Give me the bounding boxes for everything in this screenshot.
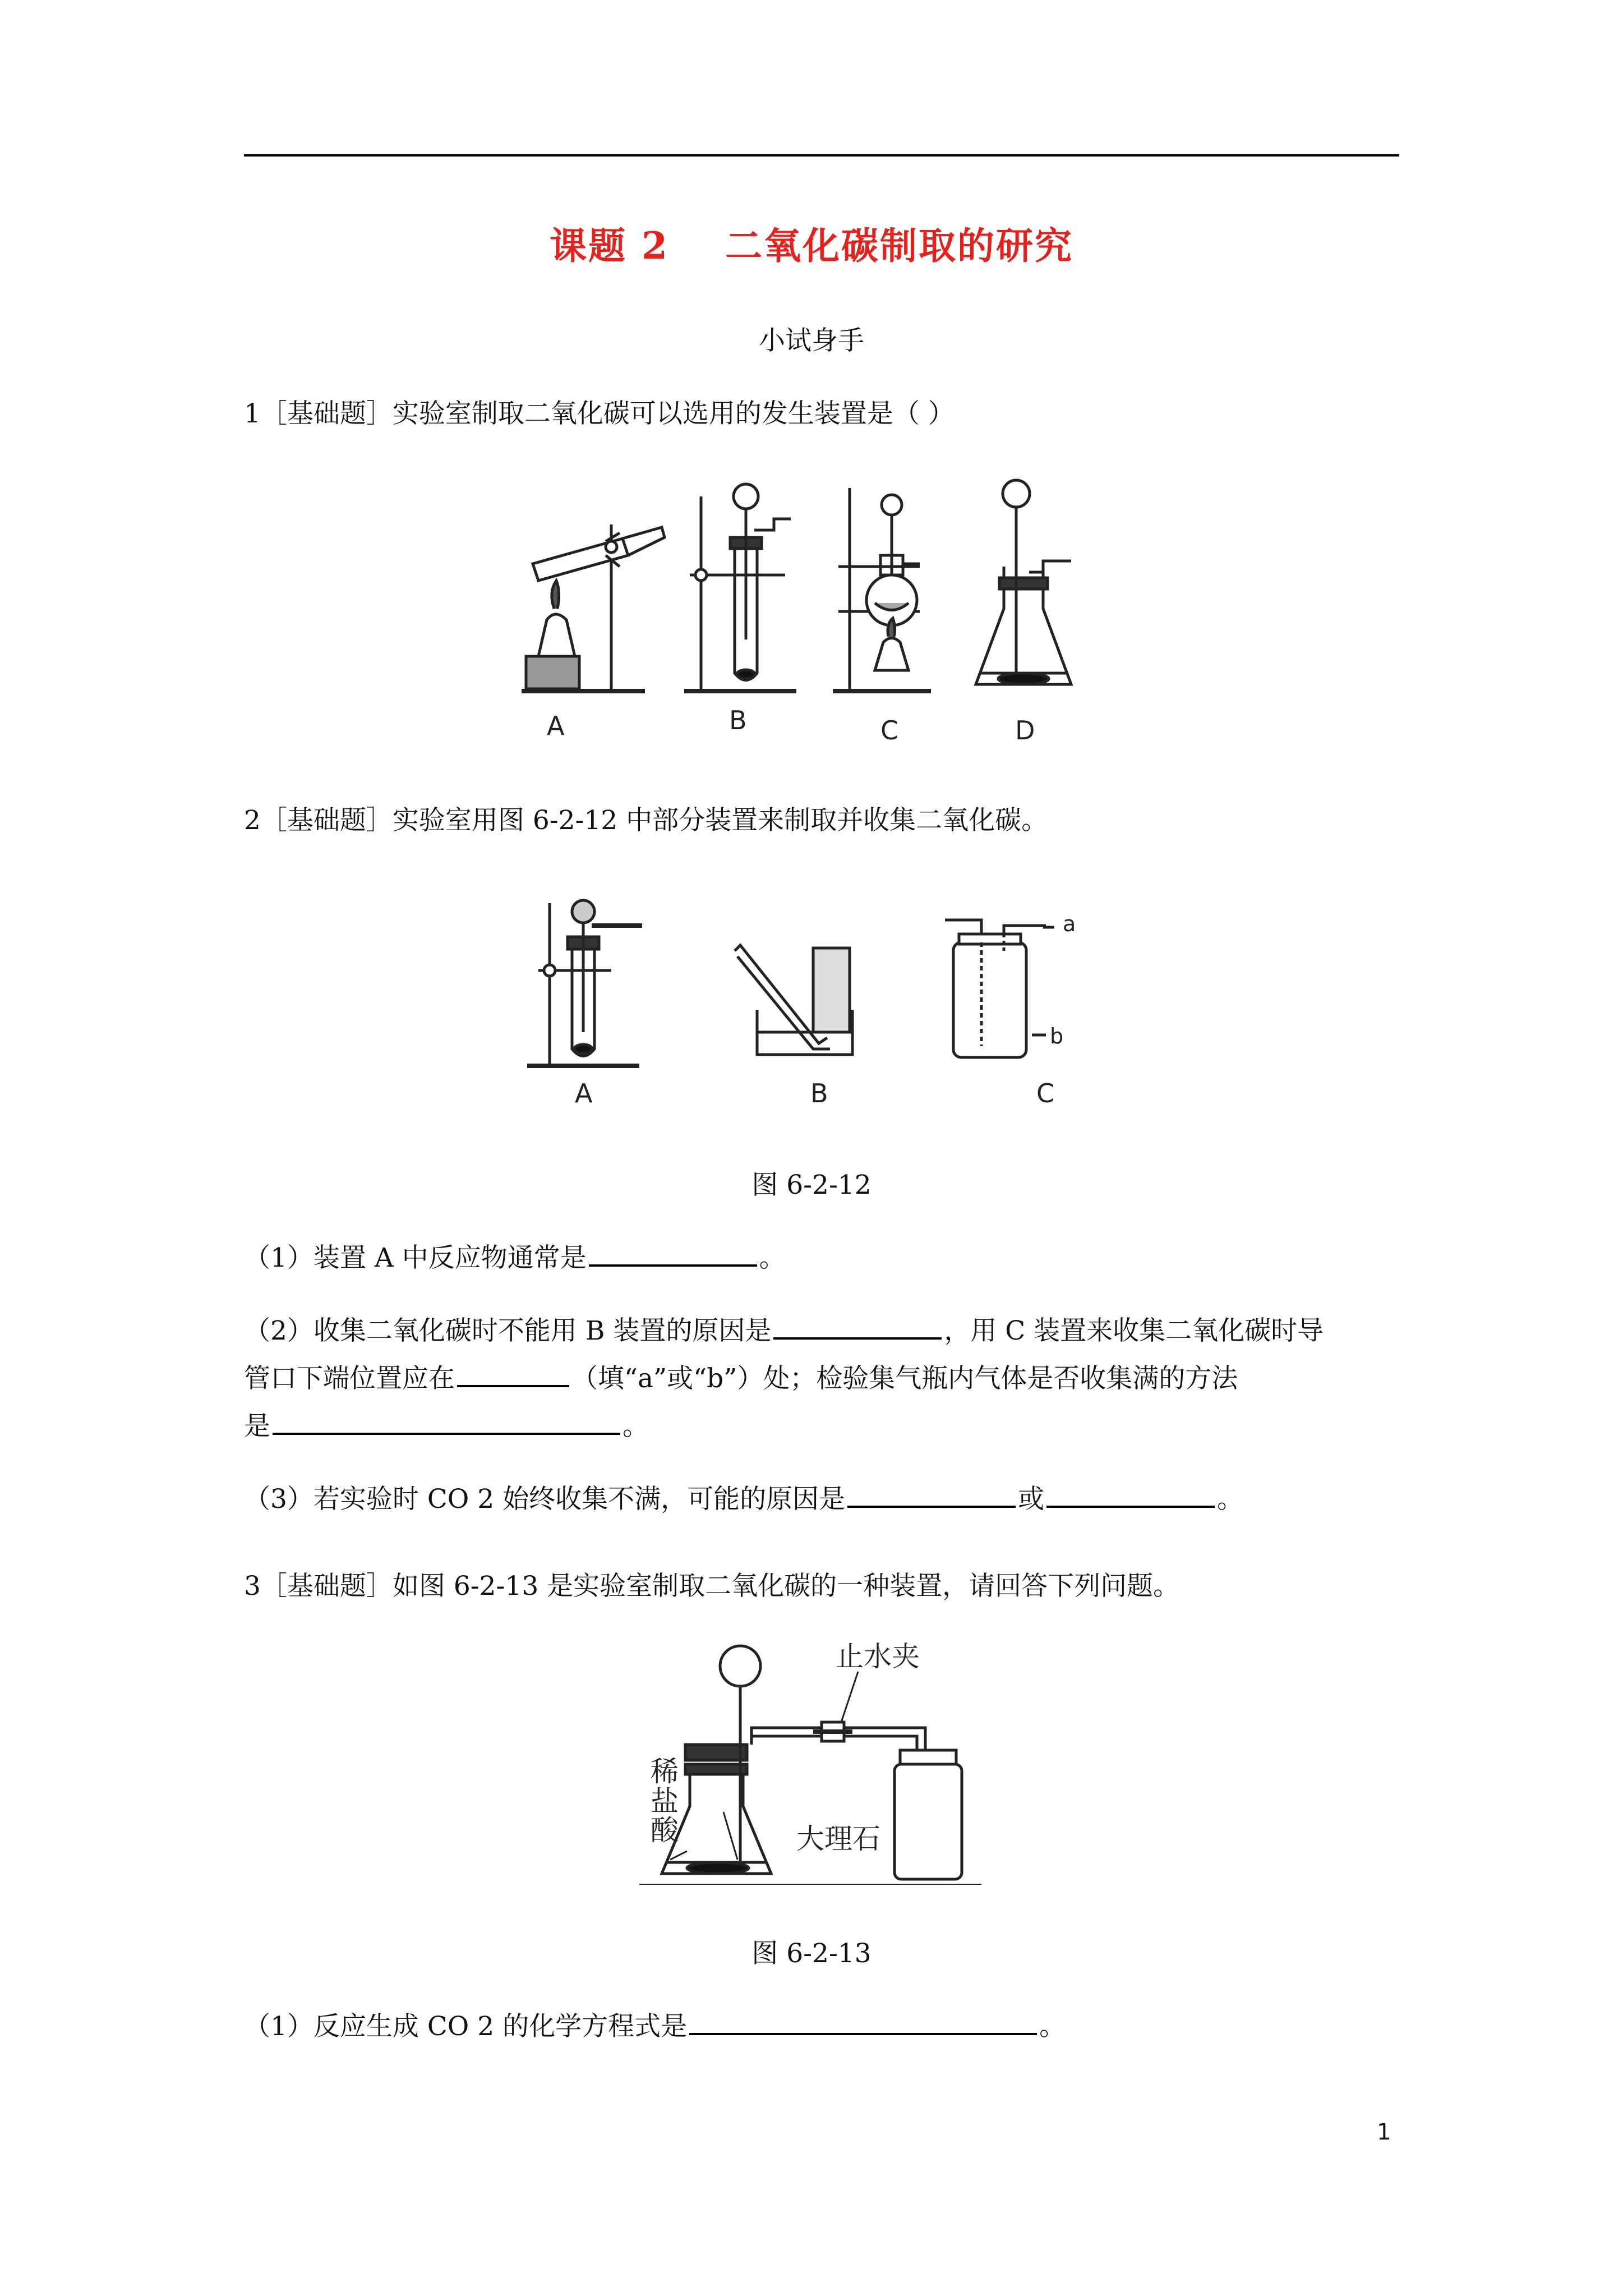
- apparatus-q2-b: [735, 945, 852, 1055]
- label-q2-c: C: [1036, 1078, 1055, 1108]
- q2-part2-line2-end: （填“a”或“b”）处；检验集气瓶内气体是否收集满的方法: [571, 1363, 1238, 1394]
- q3-apparatus-figure: [639, 1638, 1009, 1885]
- q2-part1-end: 。: [759, 1243, 786, 1273]
- label-q1-d: D: [1015, 715, 1035, 746]
- label-acid-3: 酸: [651, 1814, 679, 1847]
- port-b-label: b: [1050, 1024, 1064, 1048]
- label-acid-2: 盐: [651, 1785, 679, 1818]
- answer-blank-q3-1[interactable]: [689, 2009, 1037, 2035]
- apparatus-d: [976, 480, 1071, 684]
- q2-part3-text: （3）若实验时 CO 2 始终收集不满，可能的原因是: [244, 1484, 846, 1515]
- q2-stem: 2［基础题］实验室用图 6-2-12 中部分装置来制取并收集二氧化碳。: [244, 805, 1048, 836]
- answer-blank-q2-1[interactable]: [589, 1241, 757, 1267]
- q2-part2-line2: [244, 1358, 1238, 1395]
- apparatus-q2-a: [527, 900, 642, 1066]
- answer-blank-q2-2b[interactable]: [457, 1361, 569, 1387]
- figure-caption-6-2-13: 图 6-2-13: [751, 1938, 872, 1969]
- apparatus-b: [684, 484, 796, 691]
- section-heading: 小试身手: [759, 325, 864, 356]
- answer-blank-q2-2a[interactable]: [773, 1314, 942, 1340]
- q3-part1: [244, 2005, 1066, 2043]
- answer-blank-q2-3b[interactable]: [1046, 1482, 1215, 1508]
- figure-caption-6-2-12: 图 6-2-12: [751, 1170, 872, 1200]
- label-q1-c: C: [880, 715, 899, 746]
- q2-part2-line3-text: 是: [244, 1411, 270, 1442]
- q2-part2-line2-text: 管口下端位置应在: [244, 1363, 455, 1394]
- apparatus-a: [522, 524, 665, 691]
- q3-part1-end: 。: [1039, 2011, 1066, 2042]
- label-q1-a: A: [547, 711, 565, 741]
- page-title: [0, 216, 1623, 269]
- q2-part2-mid: ，用 C 装置来收集二氧化碳时导: [944, 1315, 1324, 1346]
- q2-apparatus-figure: [516, 881, 1133, 1116]
- title-number: 课题 2: [550, 224, 669, 268]
- title-text: 二氧化碳制取的研究: [725, 224, 1073, 268]
- q2-part3-mid: 或: [1018, 1484, 1045, 1515]
- q2-part1-text: （1）装置 A 中反应物通常是: [244, 1243, 587, 1273]
- q2-part3-end: 。: [1217, 1484, 1244, 1515]
- label-acid-1: 稀: [651, 1755, 679, 1788]
- q3-stem: 3［基础题］如图 6-2-13 是实验室制取二氧化碳的一种装置，请回答下列问题。: [244, 1571, 1180, 1602]
- label-q2-b: B: [810, 1078, 828, 1108]
- page-number: 1: [1377, 2119, 1391, 2145]
- apparatus-q2-c: [945, 920, 1054, 1057]
- q1-stem: 1［基础题］实验室制取二氧化碳可以选用的发生装置是（ ）: [244, 398, 955, 429]
- label-clamp: 止水夹: [836, 1640, 920, 1673]
- answer-blank-q2-2c[interactable]: [273, 1409, 620, 1435]
- q2-part2-line1: [244, 1310, 1324, 1347]
- answer-blank-q2-3a[interactable]: [847, 1482, 1016, 1508]
- q1-apparatus-figure: [516, 471, 1110, 752]
- label-q2-a: A: [575, 1078, 593, 1108]
- q2-part2-text: （2）收集二氧化碳时不能用 B 装置的原因是: [244, 1315, 772, 1346]
- q2-part2-line3: [244, 1405, 649, 1443]
- label-marble: 大理石: [796, 1823, 880, 1855]
- q2-part3: [244, 1478, 1243, 1516]
- q2-part2-line3-end: 。: [623, 1411, 649, 1442]
- q2-part1: [244, 1237, 786, 1274]
- header-rule: [244, 154, 1399, 157]
- label-q1-b: B: [729, 705, 747, 735]
- port-a-label: a: [1063, 912, 1076, 936]
- q3-part1-text: （1）反应生成 CO 2 的化学方程式是: [244, 2011, 688, 2042]
- apparatus-c: [833, 488, 931, 691]
